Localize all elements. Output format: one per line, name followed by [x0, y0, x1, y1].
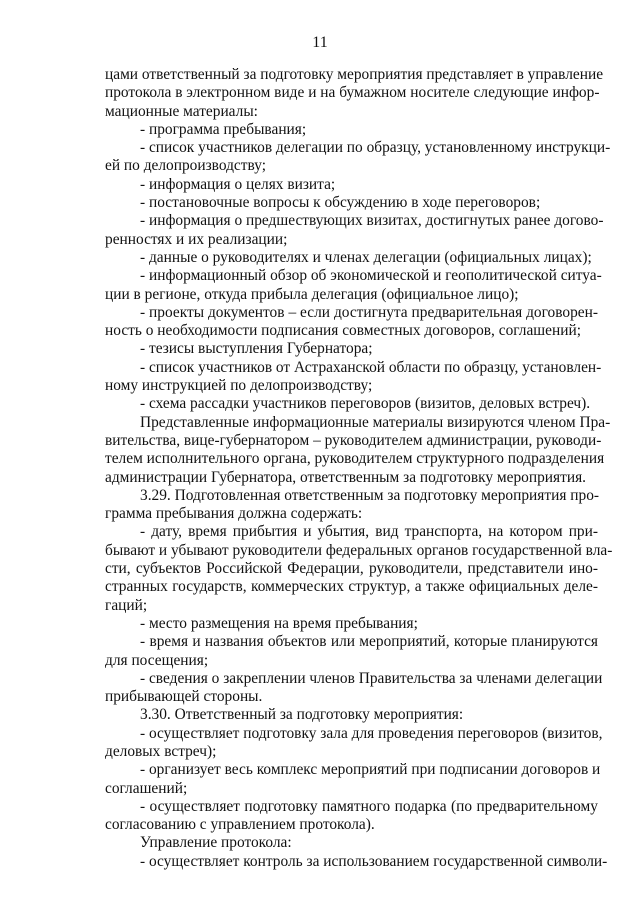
text-line: Представленные информационные материалы визируются членом Пра- [140, 413, 611, 431]
text-line: - информация о целях визита; [140, 175, 336, 193]
text-line: сти, субъектов Российской Федерации, руководители, представители ино- [105, 560, 598, 578]
text-line: мационные материалы: [105, 102, 258, 120]
text-line: - время и названия объектов или мероприятий, которые планируются [140, 633, 598, 651]
text-line: согласованию с управлением протокола). [105, 816, 375, 834]
text-line: прибывающей стороны. [105, 688, 263, 706]
body-text [105, 66, 613, 871]
text-line: - информация о предшествующих визитах, достигнутых ранее догово- [140, 212, 604, 230]
text-line: - проекты документов – если достигнута предварительная договорен- [140, 303, 598, 321]
text-line: - программа пребывания; [140, 120, 307, 138]
text-line: ному инструкцией по делопроизводству; [105, 377, 373, 395]
text-line: протокола в электронном виде и на бумажном носителе следующие инфор- [105, 84, 600, 102]
text-line: - сведения о закреплении членов Правительства за членами делегации [140, 669, 603, 687]
text-line: - данные о руководителях и членах делегации (официальных лицах); [140, 248, 592, 266]
text-line: - постановочные вопросы к обсуждению в ходе переговоров; [140, 194, 541, 212]
text-line: для посещения; [105, 651, 209, 669]
text-line: - место размещения на время пребывания; [140, 614, 418, 632]
text-line: грамма пребывания должна содержать: [105, 505, 363, 523]
text-line: - список участников делегации по образцу, установленному инструкци- [140, 139, 611, 157]
text-line: телем исполнительного органа, руководителем структурного подразделения [105, 450, 605, 468]
text-line: странных государств, коммерческих структур, а также официальных деле- [105, 578, 598, 596]
text-line: - дату, время прибытия и убытия, вид транспорта, на котором при- [140, 523, 598, 541]
text-line: - список участников от Астраханской области по образцу, установлен- [140, 358, 602, 376]
text-line: деловых встреч); [105, 742, 217, 760]
text-line: цами ответственный за подготовку мероприятия представляет в управление [105, 66, 604, 83]
text-line: 3.30. Ответственный за подготовку мероприятия: [140, 706, 464, 724]
text-line: 3.29. Подготовленная ответственным за подготовку мероприятия про- [140, 486, 600, 504]
text-line: ность о необходимости подписания совместных договоров, соглашений; [105, 322, 581, 340]
text-line: - тезисы выступления Губернатора; [140, 340, 373, 358]
text-line: - схема рассадки участников переговоров (визитов, деловых встреч). [140, 395, 591, 413]
text-line: ренностях и их реализации; [105, 230, 288, 248]
text-line: - осуществляет контроль за использованием государственной символи- [140, 852, 608, 870]
text-line: - осуществляет подготовку зала для проведения переговоров (визитов, [140, 724, 603, 742]
text-line: - информационный обзор об экономической и геополитической ситуа- [140, 267, 602, 285]
text-line: - осуществляет подготовку памятного подарка (по предварительному [140, 797, 598, 815]
text-line: соглашений; [105, 779, 188, 797]
text-line: бывают и убывают руководители федеральных органов государственной вла- [105, 541, 613, 559]
page-number: 11 [312, 34, 328, 51]
text-line: ции в регионе, откуда прибыла делегация (официальное лицо); [105, 285, 519, 303]
text-line: гаций; [105, 596, 148, 614]
text-line: ей по делопроизводству; [105, 157, 266, 175]
text-line: вительства, вице-губернатором – руководителем администрации, руководи- [105, 431, 602, 449]
text-line: Управление протокола: [140, 834, 292, 852]
text-line: - организует весь комплекс мероприятий при подписании договоров и [140, 761, 601, 779]
text-line: администрации Губернатора, ответственным за подготовку мероприятия. [105, 468, 586, 486]
